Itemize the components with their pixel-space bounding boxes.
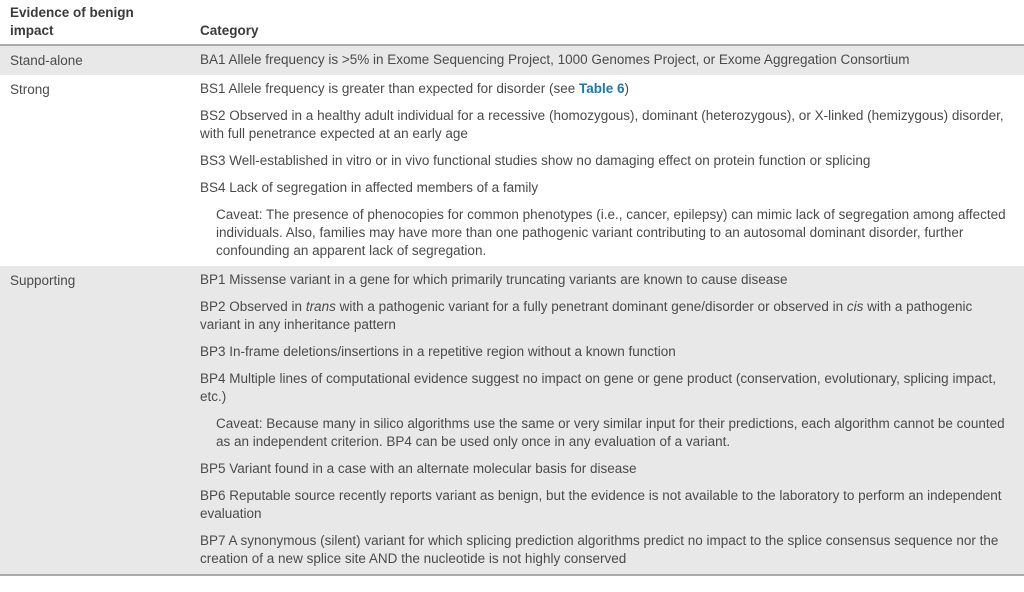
text-segment: BP6 Reputable source recently reports variant as benign, but the evidence is not available to the laboratory to perform an independent evaluation (200, 488, 1002, 521)
text-segment: Caveat: Because many in silico algorithms use the same or very similar input for their predictions, each algorithm cannot be counted as an independent criterion. BP4 can be used only once in any evaluation of a variant. (216, 416, 1005, 449)
category-item (200, 487, 1016, 523)
category-item (200, 271, 1016, 289)
category-items (200, 80, 1016, 261)
section-label: Supporting (10, 273, 76, 288)
category-item (200, 179, 1016, 197)
text-segment: BP2 Observed in (200, 299, 306, 314)
table-header-row (0, 0, 1024, 46)
text-segment: BP7 A synonymous (silent) variant for which splicing prediction algorithms predict no impact to the splice consensus sequence nor the creation of a new splice site AND the nucleotide is not highly conserved (200, 533, 999, 566)
category-items (200, 271, 1016, 569)
section-label: Stand-alone (10, 53, 83, 68)
table-6-link[interactable]: Table 6 (578, 81, 625, 96)
text-segment: with a pathogenic variant for a fully penetrant dominant gene/disorder or observed in (335, 299, 847, 314)
category-items (200, 51, 1016, 70)
text-segment: trans (305, 299, 336, 314)
text-segment: BS2 Observed in a healthy adult individual for a recessive (homozygous), dominant (heterozygous), or X-linked (hemizygous) disorder, with full penetrance expected at an early age (200, 108, 1004, 141)
text-segment: BS1 Allele frequency is greater than expected for disorder (see (200, 81, 579, 96)
caveat-item (200, 415, 1016, 451)
text-segment: ) (624, 81, 629, 96)
section-label: Strong (10, 82, 50, 97)
caveat-item (200, 206, 1016, 260)
text-segment: with a pathogenic variant in any inheritance pattern (200, 299, 973, 332)
category-item (200, 343, 1016, 361)
header-evidence-of-benign-impact: Evidence of benign impact (10, 5, 134, 38)
text-segment: BS3 Well-established in vitro or in vivo functional studies show no damaging effect on protein function or splicing (200, 153, 871, 168)
category-item (200, 51, 1016, 69)
text-segment: BP4 Multiple lines of computational evidence suggest no impact on gene or gene product (conservation, evolutionary, splicing impact, etc.) (200, 371, 996, 404)
text-segment: BP1 Missense variant in a gene for which primarily truncating variants are known to cause disease (200, 272, 788, 287)
category-item (200, 80, 1016, 98)
category-item (200, 298, 1016, 334)
section-stand-alone (0, 46, 1024, 75)
section-supporting (0, 266, 1024, 574)
category-item (200, 370, 1016, 406)
category-item (200, 532, 1016, 568)
section-strong (0, 75, 1024, 266)
text-segment: BP3 In-frame deletions/insertions in a repetitive region without a known function (200, 344, 676, 359)
text-segment: BA1 Allele frequency is >5% in Exome Sequencing Project, 1000 Genomes Project, or Exome Aggregation Consortium (200, 52, 910, 67)
table-bottom-rule (0, 574, 1024, 576)
table-body (0, 46, 1024, 574)
text-segment: Caveat: The presence of phenocopies for common phenotypes (i.e., cancer, epilepsy) can mimic lack of segregation among affected individuals. Also, families may have more than one pathogenic variant contributing to an autosomal dominant disorder, further confounding an apparent lack of segregation. (216, 207, 1006, 258)
header-category: Category (200, 23, 259, 38)
text-segment: BP5 Variant found in a case with an alternate molecular basis for disease (200, 461, 637, 476)
category-item (200, 460, 1016, 478)
category-item (200, 152, 1016, 170)
text-segment: BS4 Lack of segregation in affected members of a family (200, 180, 539, 195)
text-segment: cis (846, 299, 864, 314)
category-item (200, 107, 1016, 143)
